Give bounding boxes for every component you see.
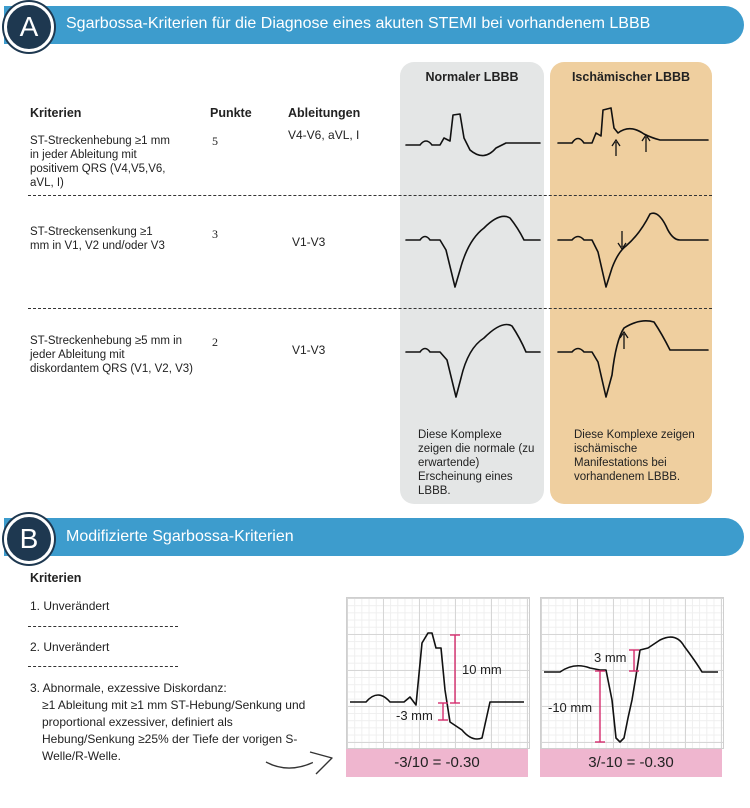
points-row-3: 2: [212, 335, 218, 349]
normal-lbbb-caption: Diese Komplexe zeigen die normale (zu erwartende) Erscheinung eines LBBB.: [418, 429, 535, 497]
section-b-title: Modifizierte Sgarbossa-Kriterien: [66, 528, 294, 545]
ecg2-label-small: 3 mm: [594, 650, 627, 665]
criteria-row-1: ST-Streckenhebung ≥1 mm in jeder Ableitung mit positivem QRS (V4,V5,V6, aVL, I): [30, 135, 170, 189]
ecg-grid-1-trace: [350, 633, 524, 739]
leads-row-3: V1-V3: [292, 343, 326, 357]
modified-item-3-title: 3. Abnormale, exzessive Diskordanz:: [30, 681, 227, 695]
section-b-badge: B: [4, 514, 54, 564]
ischemic-lbbb-caption: Diese Komplexe zeigen ischämische Manifestations bei vorhandenem LBBB.: [574, 429, 695, 483]
section-a-title: Sgarbossa-Kriterien für die Diagnose eines akuten STEMI bei vorhandenem LBBB: [66, 15, 651, 32]
formula-1: -3/10 = -0.30: [346, 749, 528, 777]
points-header: Punkte: [210, 106, 252, 120]
formula-2: 3/-10 = -0.30: [540, 749, 722, 777]
leads-row-1: V4-V6, aVL, I: [288, 128, 360, 142]
ecg2-label-big: -10 mm: [548, 700, 593, 715]
normal-lbbb-title: Normaler LBBB: [425, 70, 519, 84]
leads-header: Ableitungen: [288, 106, 361, 120]
modified-item-3-body: ≥1 Ableitung mit ≥1 mm ST-Hebung/Senkung und proportional exzessiver, definiert als Hebung/Senkung ≥25% der Tiefe der vorigen S-Welle/R-Welle.: [42, 698, 306, 763]
section-a-badge: A: [4, 2, 54, 52]
leads-row-2: V1-V3: [292, 235, 326, 249]
modified-criteria-header: Kriterien: [30, 571, 82, 585]
ischemic-lbbb-title: Ischämischer LBBB: [571, 70, 691, 84]
ecg-grid-2-trace: [544, 637, 718, 742]
modified-item-1: 1. Unverändert: [30, 599, 110, 613]
modified-item-2: 2. Unverändert: [30, 640, 110, 654]
points-row-1: 5: [212, 134, 218, 148]
ecg1-label-small: -3 mm: [396, 708, 433, 723]
ecg1-label-big: 10 mm: [462, 662, 502, 677]
points-row-2: 3: [212, 227, 218, 241]
criteria-row-2: ST-Streckensenkung ≥1 mm in V1, V2 und/oder V3: [30, 226, 165, 252]
criteria-row-3: ST-Streckenhebung ≥5 mm in jeder Ableitung mit diskordantem QRS (V1, V2, V3): [30, 335, 193, 375]
criteria-header: Kriterien: [30, 106, 82, 120]
